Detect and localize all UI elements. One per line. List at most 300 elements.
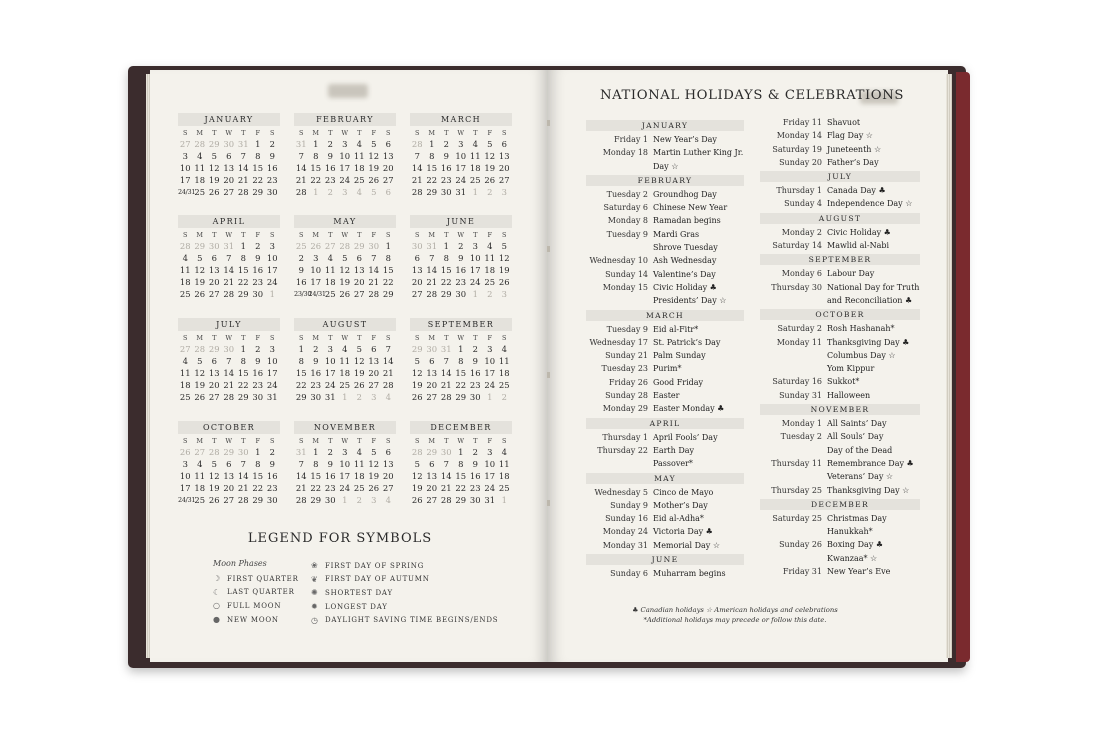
weekday-label: F <box>487 437 492 445</box>
day-cell: 5 <box>211 151 217 161</box>
holiday-date: Sunday 4 <box>784 199 822 209</box>
holiday-date: Monday 29 <box>602 404 648 414</box>
day-cell: 21 <box>411 175 423 185</box>
day-cell: 30 <box>223 344 235 354</box>
weekday-label: F <box>371 334 376 342</box>
weekday-label: F <box>487 334 492 342</box>
day-cell: 20 <box>426 483 438 493</box>
holiday-date: Monday 6 <box>781 269 822 279</box>
day-cell: 27 <box>194 447 206 457</box>
weekday-label: T <box>328 129 333 137</box>
day-cell: 25 <box>339 380 351 390</box>
weekday-label: W <box>225 231 233 239</box>
day-cell: 13 <box>223 163 235 173</box>
day-cell: 27 <box>368 380 380 390</box>
day-cell: 24 <box>339 483 351 493</box>
day-cell: 16 <box>324 163 336 173</box>
day-cell: 13 <box>426 471 438 481</box>
weekday-label: W <box>457 437 465 445</box>
holiday-date: Saturday 16 <box>772 377 822 387</box>
weekday-label: T <box>212 334 217 342</box>
holiday-date: Thursday 22 <box>597 445 648 455</box>
day-cell: 23 <box>469 380 481 390</box>
weekday-label: S <box>270 334 275 342</box>
day-cell: 4 <box>182 356 188 366</box>
holiday-entry <box>586 362 744 375</box>
day-cell: 10 <box>339 151 351 161</box>
day-cell: 28 <box>295 187 307 197</box>
holiday-month-heading: MARCH <box>586 310 744 321</box>
holiday-date <box>760 349 827 362</box>
day-cell: 30 <box>440 187 452 197</box>
holiday-name: Independence Day ☆ <box>827 199 913 209</box>
day-cell: 9 <box>313 356 319 366</box>
day-cell: 16 <box>252 368 264 378</box>
weekday-label: F <box>255 334 260 342</box>
day-cell: 19 <box>353 368 365 378</box>
day-cell: 24 <box>324 380 336 390</box>
day-cell: 23 <box>252 277 264 287</box>
holiday-entry <box>586 254 744 267</box>
day-cell: 31 <box>295 139 307 149</box>
month-may <box>294 215 396 300</box>
day-cell: 2 <box>501 392 507 402</box>
holiday-date: Sunday 16 <box>605 514 648 524</box>
day-cell: 8 <box>458 459 464 469</box>
holiday-date: Thursday 25 <box>771 485 822 495</box>
holidays-column-left <box>586 118 744 580</box>
holiday-name: Mother’s Day <box>653 500 708 510</box>
day-cell: 20 <box>411 277 423 287</box>
month-name: AUGUST <box>294 318 396 331</box>
day-cell: 9 <box>472 356 478 366</box>
day-cell: 31 <box>484 495 496 505</box>
legend-item <box>311 613 498 627</box>
day-cell: 8 <box>240 356 246 366</box>
day-cell: 27 <box>426 392 438 402</box>
day-cell: 3 <box>313 253 319 263</box>
day-cell: 12 <box>368 151 380 161</box>
weekday-label: T <box>473 334 478 342</box>
weekday-header <box>294 230 396 240</box>
holiday-entry <box>586 539 744 552</box>
day-cell: 17 <box>310 277 322 287</box>
day-cell: 7 <box>240 459 246 469</box>
holiday-name: Veterans’ Day ☆ <box>827 472 894 482</box>
day-cell: 19 <box>484 163 496 173</box>
day-cell: 25 <box>469 175 481 185</box>
legend-item <box>213 613 299 627</box>
weekday-label: T <box>357 437 362 445</box>
day-cell: 8 <box>458 356 464 366</box>
day-cell: 4 <box>182 253 188 263</box>
holiday-date: Sunday 14 <box>605 269 648 279</box>
day-cell: 9 <box>269 151 275 161</box>
holiday-date: Sunday 26 <box>779 540 822 550</box>
day-cell: 23 <box>469 483 481 493</box>
holiday-date: Monday 1 <box>781 419 822 429</box>
weekday-label: S <box>270 129 275 137</box>
weekday-label: M <box>428 231 436 239</box>
day-cell: 18 <box>353 163 365 173</box>
week-row <box>410 379 512 391</box>
day-cell: 21 <box>368 277 380 287</box>
holiday-date: Thursday 1 <box>776 186 822 196</box>
day-cell: 6 <box>371 344 377 354</box>
holiday-name: Civic Holiday ♣ <box>827 227 891 237</box>
holiday-entry <box>586 281 744 294</box>
week-row <box>410 174 512 186</box>
week-row <box>410 240 512 252</box>
legend-seasonal-symbols <box>311 559 498 627</box>
day-cell: 19 <box>208 483 220 493</box>
holiday-date: Thursday 11 <box>771 458 822 468</box>
weekday-label: T <box>241 129 246 137</box>
week-row <box>410 391 512 403</box>
day-cell: 26 <box>339 289 351 299</box>
day-cell: 9 <box>458 253 464 263</box>
day-cell: 18 <box>179 380 191 390</box>
day-cell: 27 <box>324 241 336 251</box>
day-cell: 15 <box>426 163 438 173</box>
weekday-label: S <box>502 231 507 239</box>
day-cell: 28 <box>223 289 235 299</box>
holiday-name: New Year’s Day <box>653 135 717 144</box>
holiday-name: Labour Day <box>827 269 875 279</box>
legend-label: LAST QUARTER <box>227 588 295 597</box>
day-cell: 27 <box>208 289 220 299</box>
day-cell: 31 <box>440 344 452 354</box>
week-row <box>294 355 396 367</box>
day-cell: 21 <box>237 175 249 185</box>
day-cell: 5 <box>197 253 203 263</box>
day-cell: 1 <box>298 344 304 354</box>
day-cell: 3 <box>371 392 377 402</box>
month-april <box>178 215 280 300</box>
holiday-name: All Souls’ Day <box>827 432 884 442</box>
day-cell: 26 <box>411 495 423 505</box>
weekday-label: T <box>241 231 246 239</box>
weekday-label: W <box>341 334 349 342</box>
holiday-entry <box>760 349 920 362</box>
day-cell: 28 <box>208 447 220 457</box>
holiday-name: Valentine’s Day <box>653 269 716 279</box>
holiday-name: Presidents’ Day ☆ <box>653 296 727 306</box>
holiday-entry <box>760 538 920 551</box>
month-september <box>410 318 512 403</box>
day-cell: 19 <box>498 265 510 275</box>
day-cell: 11 <box>324 265 336 275</box>
weekday-label: F <box>371 129 376 137</box>
holiday-entry <box>760 417 920 430</box>
weekday-label: S <box>386 129 391 137</box>
holiday-date <box>760 362 827 375</box>
holiday-date: Monday 24 <box>602 527 648 537</box>
legend-label: NEW MOON <box>227 615 279 624</box>
holiday-name: Thanksgiving Day ♣ <box>827 337 910 347</box>
day-cell: 25 <box>194 187 206 197</box>
weekday-label: W <box>457 334 465 342</box>
legend-symbol-icon: ✺ <box>311 588 319 598</box>
day-cell: 3 <box>327 344 333 354</box>
day-cell: 7 <box>429 253 435 263</box>
month-name: DECEMBER <box>410 421 512 434</box>
day-cell: 2 <box>327 187 333 197</box>
footnote-symbols: ♣ Canadian holidays ☆ American holidays and celebrations <box>632 606 838 614</box>
day-cell: 5 <box>487 139 493 149</box>
weekday-label: T <box>444 437 449 445</box>
holiday-name: Shavuot <box>827 118 861 127</box>
day-cell: 30 <box>208 241 220 251</box>
day-cell: 1 <box>313 187 319 197</box>
holiday-name: National Day for Truth <box>827 282 920 292</box>
day-cell: 15 <box>440 265 452 275</box>
weekday-label: T <box>212 437 217 445</box>
holiday-date: Thursday 1 <box>602 432 648 442</box>
day-cell: 31 <box>455 187 467 197</box>
day-cell: 26 <box>353 380 365 390</box>
day-cell: 18 <box>469 163 481 173</box>
weekday-label: S <box>299 129 304 137</box>
day-cell: 17 <box>339 163 351 173</box>
day-cell: 10 <box>455 151 467 161</box>
weekday-label: T <box>212 129 217 137</box>
day-cell: 12 <box>194 265 206 275</box>
weekday-label: S <box>299 231 304 239</box>
day-cell: 11 <box>484 253 496 263</box>
day-cell: 29 <box>440 289 452 299</box>
holiday-date: Wednesday 10 <box>589 256 648 266</box>
legend-label: DAYLIGHT SAVING TIME BEGINS/ENDS <box>325 616 499 625</box>
day-cell: 8 <box>255 459 261 469</box>
day-cell: 6 <box>226 151 232 161</box>
week-row <box>178 494 280 506</box>
day-cell: 28 <box>440 392 452 402</box>
holiday-name: Kwanzaa* ☆ <box>827 553 878 563</box>
day-cell: 15 <box>455 471 467 481</box>
day-cell: 5 <box>197 356 203 366</box>
day-cell: 4 <box>501 447 507 457</box>
day-cell: 26 <box>310 241 322 251</box>
weekday-label: F <box>255 437 260 445</box>
day-cell: 1 <box>269 289 275 299</box>
day-cell: 25 <box>295 241 307 251</box>
holiday-entry <box>586 567 744 580</box>
holiday-date: Sunday 6 <box>610 569 648 579</box>
day-cell: 5 <box>371 447 377 457</box>
day-cell: 11 <box>194 471 206 481</box>
day-cell: 9 <box>255 356 261 366</box>
day-cell: 9 <box>443 151 449 161</box>
day-cell: 17 <box>266 368 278 378</box>
day-cell: 12 <box>208 471 220 481</box>
day-cell: 23/30 <box>294 290 312 298</box>
day-cell: 19 <box>194 277 206 287</box>
holiday-date: Tuesday 23 <box>601 364 648 374</box>
holiday-month-heading: DECEMBER <box>760 499 920 510</box>
week-row <box>410 470 512 482</box>
day-cell: 27 <box>426 495 438 505</box>
holiday-name: Flag Day ☆ <box>827 131 873 141</box>
legend-label: FIRST DAY OF SPRING <box>325 561 425 570</box>
legend-item <box>311 573 498 587</box>
day-cell: 20 <box>223 483 235 493</box>
day-cell: 13 <box>411 265 423 275</box>
blurred-year <box>328 84 368 98</box>
holiday-date: Saturday 14 <box>772 241 822 251</box>
holiday-name: Yom Kippur <box>827 364 875 374</box>
weekday-label: M <box>428 437 436 445</box>
day-cell: 29 <box>426 187 438 197</box>
day-cell: 21 <box>295 483 307 493</box>
day-cell: 28 <box>237 495 249 505</box>
weekday-label: W <box>457 231 465 239</box>
day-cell: 17 <box>324 368 336 378</box>
day-cell: 29 <box>252 495 264 505</box>
day-cell: 30 <box>252 289 264 299</box>
holiday-date <box>586 294 653 307</box>
holiday-date: Monday 15 <box>602 282 648 292</box>
day-cell: 17 <box>484 471 496 481</box>
day-cell: 28 <box>426 289 438 299</box>
day-cell: 8 <box>385 253 391 263</box>
day-cell: 23 <box>252 380 264 390</box>
weekday-header <box>178 230 280 240</box>
day-cell: 14 <box>237 163 249 173</box>
holiday-entry <box>760 239 920 252</box>
day-cell: 28 <box>194 139 206 149</box>
day-cell: 28 <box>339 241 351 251</box>
day-cell: 21 <box>237 483 249 493</box>
day-cell: 10 <box>266 253 278 263</box>
weekday-label: T <box>328 334 333 342</box>
week-row <box>178 343 280 355</box>
holiday-date: Monday 14 <box>776 131 822 141</box>
day-cell: 20 <box>208 277 220 287</box>
legend-item <box>311 586 498 600</box>
month-name: JULY <box>178 318 280 331</box>
holiday-entry <box>586 402 744 415</box>
day-cell: 21 <box>440 380 452 390</box>
month-name: APRIL <box>178 215 280 228</box>
holiday-date: Monday 18 <box>602 148 648 158</box>
weekday-label: T <box>357 129 362 137</box>
day-cell: 9 <box>298 265 304 275</box>
weekday-label: W <box>457 129 465 137</box>
day-cell: 31 <box>426 241 438 251</box>
holiday-date: Sunday 9 <box>610 500 648 510</box>
day-cell: 15 <box>310 471 322 481</box>
holiday-date: Sunday 31 <box>779 390 822 400</box>
day-cell: 30 <box>411 241 423 251</box>
legend-item <box>311 600 498 614</box>
weekday-label: S <box>415 437 420 445</box>
day-cell: 2 <box>458 241 464 251</box>
day-cell: 12 <box>498 253 510 263</box>
day-cell: 18 <box>194 175 206 185</box>
holiday-entry <box>760 525 920 538</box>
month-name: FEBRUARY <box>294 113 396 126</box>
binding-mark <box>547 120 550 126</box>
day-cell: 1 <box>458 344 464 354</box>
day-cell: 7 <box>226 253 232 263</box>
day-cell: 18 <box>484 265 496 275</box>
day-cell: 4 <box>197 151 203 161</box>
day-cell: 6 <box>429 356 435 366</box>
day-cell: 16 <box>469 471 481 481</box>
weekday-label: F <box>255 231 260 239</box>
holiday-date: Saturday 19 <box>772 144 822 154</box>
weekday-label: F <box>487 129 492 137</box>
day-cell: 25 <box>179 289 191 299</box>
weekday-label: F <box>371 231 376 239</box>
day-cell: 29 <box>223 447 235 457</box>
day-cell: 1 <box>255 447 261 457</box>
month-december <box>410 421 512 506</box>
day-cell: 15 <box>237 265 249 275</box>
holiday-name: St. Patrick’s Day <box>653 337 721 347</box>
day-cell: 6 <box>385 139 391 149</box>
week-row <box>294 252 396 264</box>
holiday-entry <box>586 241 744 254</box>
day-cell: 14 <box>295 163 307 173</box>
day-cell: 29 <box>353 241 365 251</box>
day-cell: 11 <box>339 356 351 366</box>
day-cell: 19 <box>411 380 423 390</box>
day-cell: 29 <box>208 139 220 149</box>
holiday-date: Monday 8 <box>607 216 648 226</box>
weekday-label: T <box>444 334 449 342</box>
week-row <box>294 458 396 470</box>
week-row <box>178 470 280 482</box>
day-cell: 27 <box>179 139 191 149</box>
day-cell: 19 <box>339 277 351 287</box>
week-row <box>294 470 396 482</box>
holiday-name: Shrove Tuesday <box>653 243 718 253</box>
day-cell: 15 <box>455 368 467 378</box>
day-cell: 29 <box>426 447 438 457</box>
day-cell: 4 <box>487 241 493 251</box>
holiday-name: Memorial Day ☆ <box>653 540 720 550</box>
day-cell: 30 <box>223 139 235 149</box>
day-cell: 17 <box>179 483 191 493</box>
legend-symbol-icon: ● <box>213 615 221 625</box>
day-cell: 12 <box>194 368 206 378</box>
day-cell: 12 <box>368 459 380 469</box>
day-cell: 3 <box>501 289 507 299</box>
day-cell: 3 <box>269 241 275 251</box>
day-cell: 9 <box>327 459 333 469</box>
day-cell: 10 <box>310 265 322 275</box>
day-cell: 21 <box>223 380 235 390</box>
day-cell: 4 <box>342 344 348 354</box>
day-cell: 16 <box>266 163 278 173</box>
holiday-name: Groundhog Day <box>653 189 717 199</box>
day-cell: 6 <box>429 459 435 469</box>
holiday-entry <box>760 470 920 483</box>
day-cell: 3 <box>371 495 377 505</box>
day-cell: 23 <box>266 483 278 493</box>
holiday-entry <box>586 160 744 173</box>
legend-symbol-icon: ❀ <box>311 561 319 571</box>
holiday-name: Eid al-Adha* <box>653 514 704 524</box>
day-cell: 21 <box>223 277 235 287</box>
day-cell: 3 <box>487 344 493 354</box>
day-cell: 23 <box>440 175 452 185</box>
weekday-label: T <box>328 231 333 239</box>
day-cell: 29 <box>310 495 322 505</box>
holiday-entry <box>586 336 744 349</box>
